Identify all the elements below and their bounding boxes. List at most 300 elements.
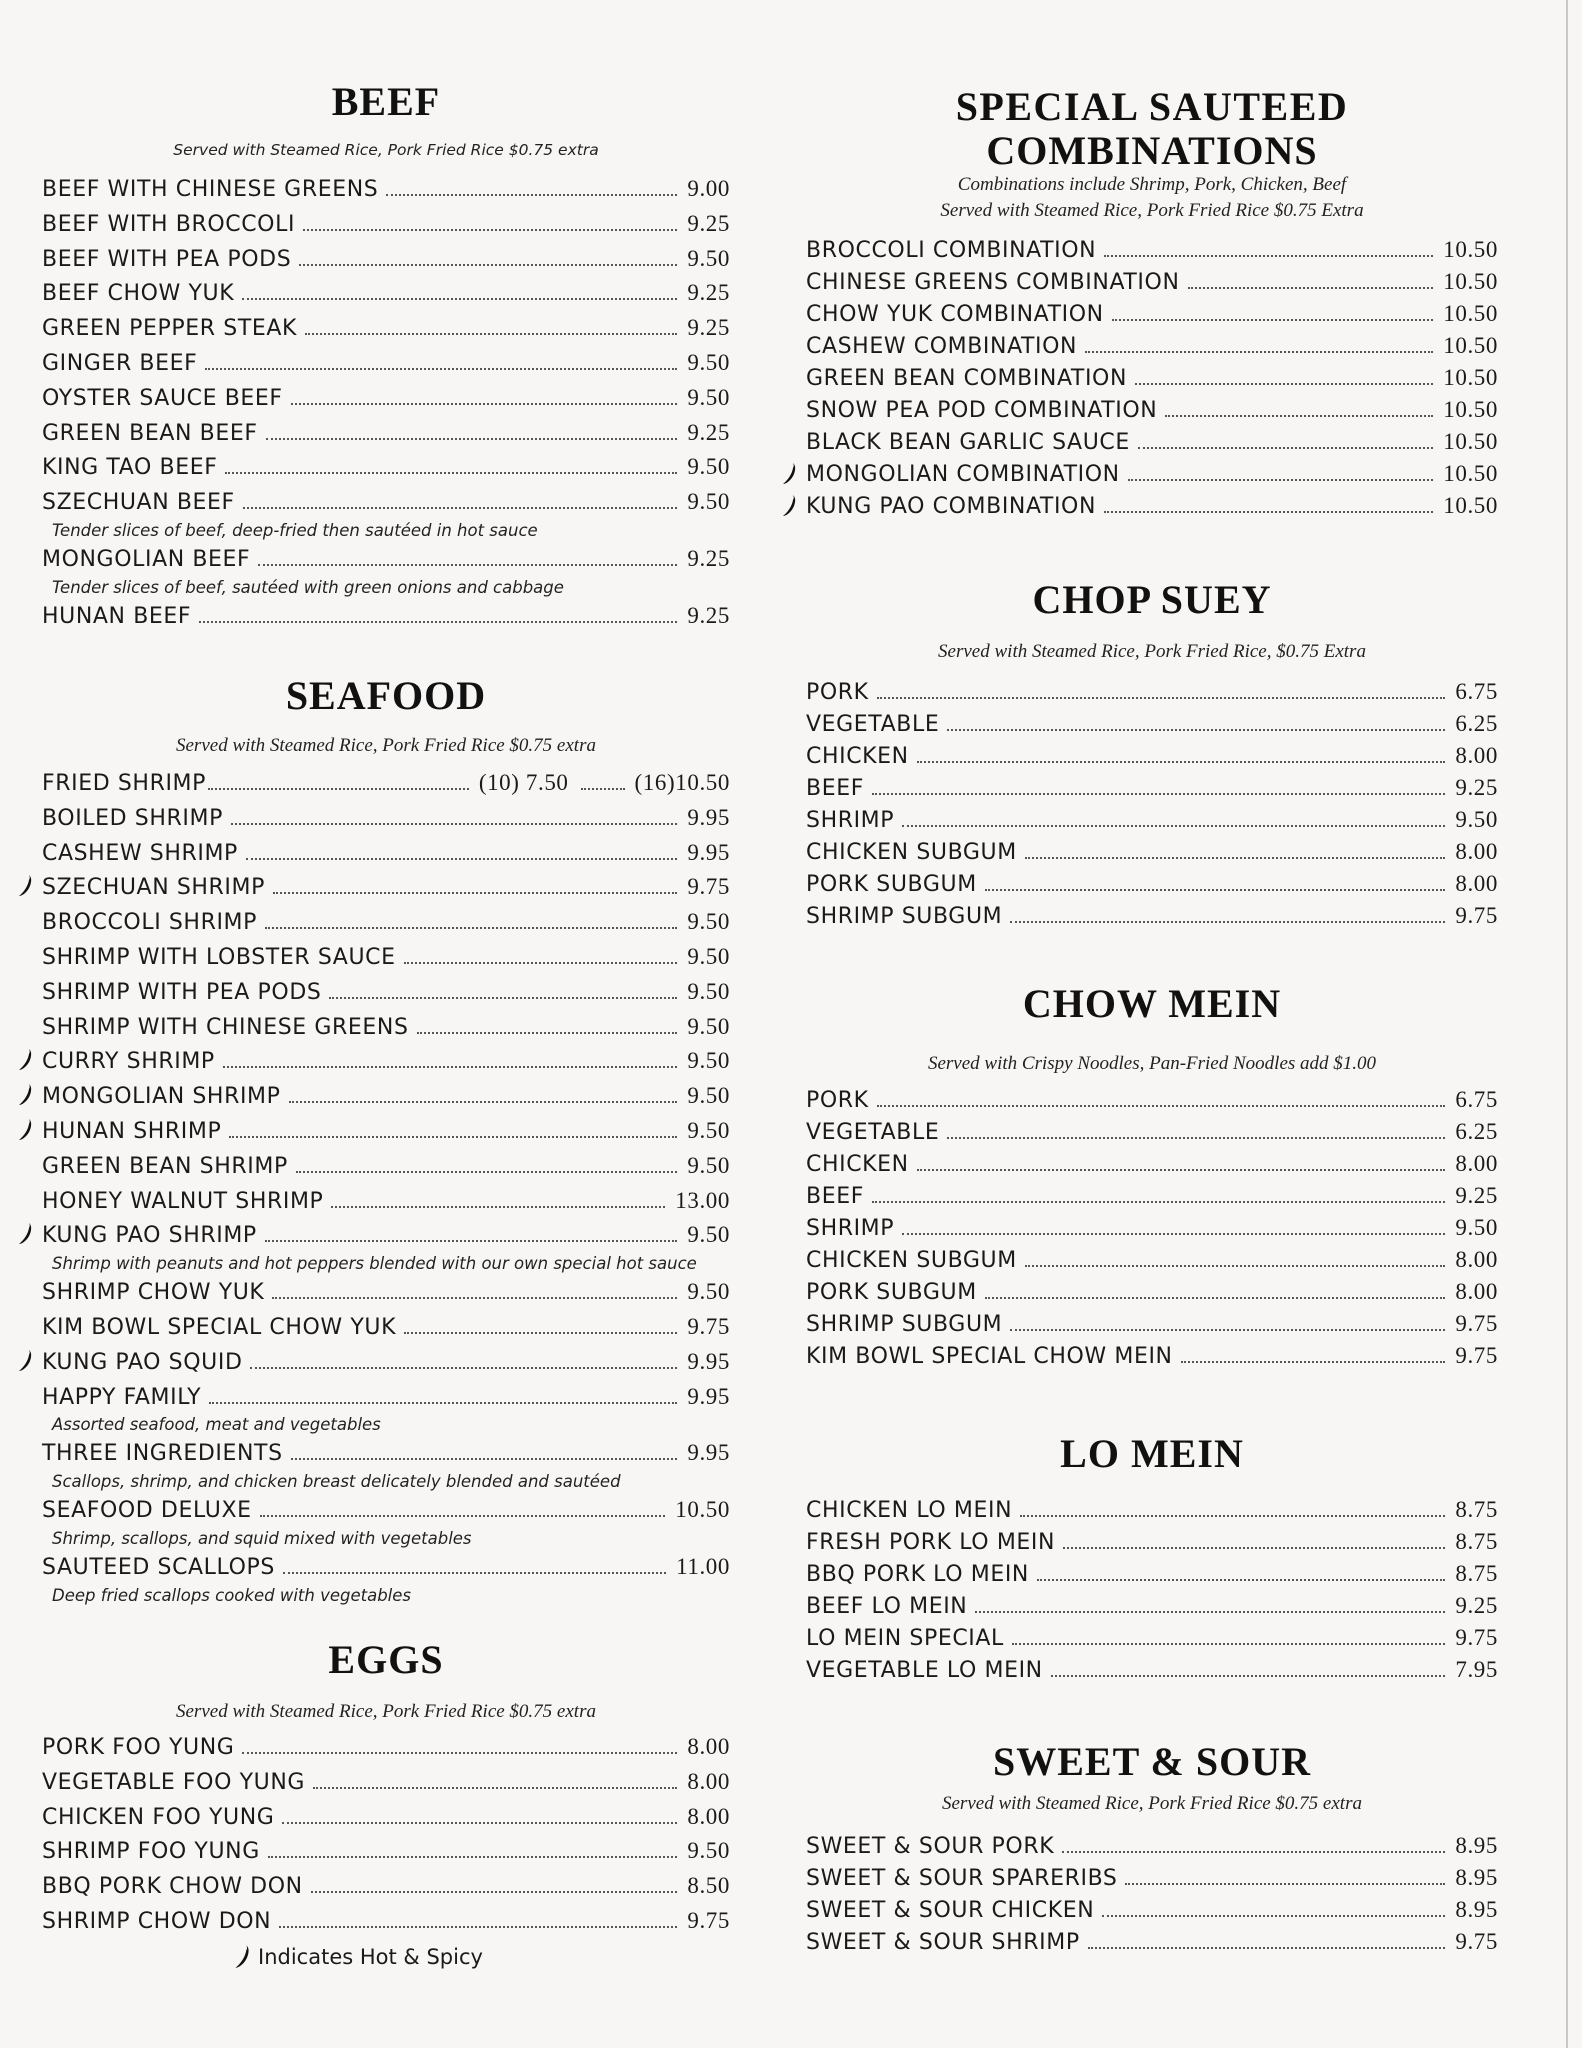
item-price: 9.50: [687, 1013, 730, 1039]
item-price: 9.95: [687, 1348, 730, 1374]
item-name: SHRIMP CHOW YUK: [42, 1280, 265, 1306]
item-name: HONEY WALNUT SHRIMP: [42, 1188, 324, 1214]
section-subtitle: Served with Steamed Rice, Pork Fried Rice $0.75 extra: [942, 1793, 1362, 1814]
item-name: KIM BOWL SPECIAL CHOW MEIN: [806, 1344, 1173, 1369]
menu-item: [42, 1184, 730, 1219]
item-price: 6.75: [1455, 1087, 1498, 1112]
leader-dots: [1012, 1643, 1445, 1645]
menu-item: [806, 1654, 1498, 1686]
item-name: GREEN BEAN BEEF: [42, 420, 258, 446]
leader-dots: [250, 1367, 677, 1369]
item-price: 9.50: [687, 1222, 730, 1248]
menu-item: [806, 1180, 1498, 1212]
item-name: SHRIMP WITH CHINESE GREENS: [42, 1014, 409, 1040]
item-price: 9.75: [1455, 1625, 1498, 1650]
item-name: SNOW PEA POD COMBINATION: [806, 398, 1158, 423]
item-name: HUNAN SHRIMP: [42, 1118, 222, 1144]
leader-dots: [947, 729, 1445, 731]
leader-dots: [404, 1332, 677, 1334]
item-price: 10.50: [1443, 429, 1498, 454]
menu-item: [806, 1084, 1498, 1116]
page-edge-divider: [1566, 0, 1568, 2048]
item-name: SHRIMP SUBGUM: [806, 904, 1003, 929]
menu-item: [42, 599, 730, 634]
leader-dots: [265, 1240, 678, 1242]
section-beef: [42, 79, 730, 634]
chili-pepper-icon: [18, 1083, 34, 1107]
leader-dots: [265, 927, 677, 929]
item-name: SWEET & SOUR PORK: [806, 1834, 1055, 1859]
menu-item: [42, 1436, 730, 1471]
item-price: 9.50: [687, 978, 730, 1004]
leader-dots: [404, 962, 678, 964]
menu-item: [806, 426, 1498, 458]
leader-dots: [902, 825, 1445, 827]
item-price: 10.50: [1443, 237, 1498, 262]
menu-item: [806, 362, 1498, 394]
item-name: KUNG PAO SQUID: [42, 1349, 243, 1375]
item-name: CHICKEN FOO YUNG: [42, 1804, 275, 1830]
menu-item: [806, 1622, 1498, 1654]
item-price: 6.25: [1455, 1119, 1498, 1144]
item-description: Shrimp with peanuts and hot peppers blended with our own special hot sauce: [52, 1254, 697, 1274]
item-name: PORK SUBGUM: [806, 1280, 977, 1305]
item-name: BROCCOLI SHRIMP: [42, 910, 258, 936]
item-price: 8.00: [687, 1803, 730, 1829]
item-name: KUNG PAO COMBINATION: [806, 494, 1097, 519]
item-name: BROCCOLI COMBINATION: [806, 238, 1097, 263]
menu-item: [42, 1079, 730, 1114]
item-description: Assorted seafood, meat and vegetables: [52, 1415, 381, 1435]
leader-dots: [1112, 319, 1434, 321]
menu-item: [42, 1149, 730, 1184]
leader-dots: [1051, 1675, 1446, 1677]
item-price: 8.00: [1455, 871, 1498, 896]
leader-dots: [223, 1066, 678, 1068]
item-price: 9.50: [1455, 1215, 1498, 1240]
menu-item: [42, 416, 730, 451]
leader-dots: [985, 889, 1446, 891]
leader-dots: [417, 1032, 678, 1034]
item-price: 9.75: [1455, 1311, 1498, 1336]
item-description: Scallops, shrimp, and chicken breast delicately blended and sautéed: [52, 1472, 621, 1492]
item-price: 8.95: [1455, 1833, 1498, 1858]
item-price: 9.25: [1455, 1593, 1498, 1618]
item-name: CASHEW COMBINATION: [806, 334, 1078, 359]
item-price: 9.95: [687, 1440, 730, 1466]
menu-item: [42, 381, 730, 416]
leader-dots: [1025, 1265, 1446, 1267]
section-title: EGGS: [328, 1637, 444, 1682]
item-price: 9.25: [687, 419, 730, 445]
item-price: 8.75: [1455, 1497, 1498, 1522]
item-name: SWEET & SOUR CHICKEN: [806, 1898, 1095, 1923]
section-title: SEAFOOD: [285, 673, 487, 718]
item-price: 7.95: [1455, 1657, 1498, 1682]
leader-dots: [282, 1822, 677, 1824]
item-name: HAPPY FAMILY: [42, 1384, 202, 1410]
leader-dots: [208, 788, 469, 790]
item-price: 9.25: [1455, 1183, 1498, 1208]
menu-item: [42, 172, 730, 207]
item-name: BOILED SHRIMP: [42, 805, 223, 831]
eggs-item-list: [42, 1730, 730, 1939]
item-name: PORK SUBGUM: [806, 872, 977, 897]
leader-dots: [975, 1611, 1445, 1613]
leader-dots: [985, 1297, 1446, 1299]
item-price: 13.00: [675, 1187, 730, 1213]
item-name: FRESH PORK LO MEIN: [806, 1530, 1056, 1555]
item-price: 8.00: [1455, 1279, 1498, 1304]
menu-item: [42, 1904, 730, 1939]
item-price: 9.25: [687, 280, 730, 306]
item-price: 9.75: [1455, 1929, 1498, 1954]
item-price: 10.50: [1443, 301, 1498, 326]
chili-pepper-icon: [18, 1349, 34, 1373]
leader-dots: [872, 793, 1445, 795]
item-name: GINGER BEEF: [42, 350, 198, 376]
leader-dots: [279, 1926, 677, 1928]
leader-dots: [242, 1752, 677, 1754]
item-name: FRIED SHRIMP: [42, 771, 206, 796]
leader-dots: [305, 333, 677, 335]
menu-item: [806, 1526, 1498, 1558]
section-title: CHOP SUEY: [1032, 577, 1272, 622]
item-name: CHINESE GREENS COMBINATION: [806, 270, 1180, 295]
menu-item: [42, 276, 730, 311]
menu-item: [806, 330, 1498, 362]
section-subtitle: Served with Steamed Rice, Pork Fried Rice $0.75 extra: [173, 141, 599, 159]
leader-dots: [1102, 1915, 1445, 1917]
leader-dots: [246, 858, 677, 860]
item-price: 9.95: [687, 839, 730, 865]
leader-dots: [303, 229, 677, 231]
leader-dots: [1135, 383, 1433, 385]
section-subtitle: Served with Steamed Rice, Pork Fried Rice, $0.75 Extra: [938, 641, 1366, 662]
item-name: CHICKEN LO MEIN: [806, 1498, 1013, 1523]
menu-item: [806, 1212, 1498, 1244]
item-price: 9.25: [687, 545, 730, 571]
item-name: SHRIMP CHOW DON: [42, 1908, 272, 1934]
chili-pepper-icon: [18, 1222, 34, 1246]
menu-item-fried-shrimp: [42, 766, 730, 801]
item-price: 10.50: [1443, 461, 1498, 486]
menu-item: [806, 676, 1498, 708]
chili-pepper-icon: [782, 462, 798, 486]
item-name: VEGETABLE LO MEIN: [806, 1658, 1043, 1683]
chow-mein-item-list: [806, 1084, 1498, 1372]
leader-dots: [1025, 857, 1446, 859]
item-name: CHICKEN: [806, 744, 909, 769]
item-name: BEEF LO MEIN: [806, 1594, 968, 1619]
menu-item: [42, 1044, 730, 1079]
leader-dots: [231, 823, 677, 825]
menu-item: [806, 1244, 1498, 1276]
item-price: 11.00: [676, 1553, 730, 1579]
leader-dots: [199, 621, 677, 623]
item-price: 9.50: [687, 349, 730, 375]
item-name: SEAFOOD DELUXE: [42, 1498, 252, 1524]
leader-dots: [205, 368, 677, 370]
item-price: 9.25: [687, 210, 730, 236]
menu-item: [42, 905, 730, 940]
item-name: BEEF CHOW YUK: [42, 281, 235, 307]
menu-item: [42, 1550, 730, 1585]
item-name: SHRIMP WITH LOBSTER SAUCE: [42, 944, 396, 970]
menu-item: [806, 1558, 1498, 1590]
item-price: 9.50: [687, 1279, 730, 1305]
item-price: 9.50: [1455, 807, 1498, 832]
menu-item: [806, 900, 1498, 932]
item-name: GREEN BEAN COMBINATION: [806, 366, 1128, 391]
item-name: VEGETABLE FOO YUNG: [42, 1769, 306, 1795]
leader-dots: [243, 507, 678, 509]
leader-dots: [266, 438, 678, 440]
leader-dots: [877, 697, 1446, 699]
menu-item: [806, 740, 1498, 772]
menu-item: [42, 1730, 730, 1765]
leader-dots: [289, 1101, 678, 1103]
item-price: 8.95: [1455, 1865, 1498, 1890]
leader-dots: [917, 1169, 1446, 1171]
leader-dots: [947, 1137, 1445, 1139]
menu-item: [806, 804, 1498, 836]
item-price: 10.50: [1443, 269, 1498, 294]
item-name: VEGETABLE: [806, 712, 940, 737]
leader-dots: [1085, 351, 1433, 353]
item-price: 9.00: [687, 176, 730, 201]
leader-dots: [296, 1171, 678, 1173]
item-name: BEEF WITH PEA PODS: [42, 246, 292, 272]
item-name: OYSTER SAUCE BEEF: [42, 385, 283, 411]
section-title: SWEET & SOUR: [992, 1739, 1311, 1784]
leader-dots: [258, 564, 677, 566]
section-seafood: [42, 673, 730, 1607]
menu-item: [806, 1830, 1498, 1862]
leader-dots: [1010, 1329, 1445, 1331]
item-name: CHICKEN SUBGUM: [806, 840, 1017, 865]
menu-item: [806, 490, 1498, 522]
section-chop-suey: [806, 577, 1498, 932]
leader-dots: [1037, 1579, 1445, 1581]
menu-item: [42, 1834, 730, 1869]
leader-dots: [283, 1572, 666, 1574]
item-name: THREE INGREDIENTS: [42, 1441, 283, 1467]
chili-pepper-icon: [18, 874, 34, 898]
item-name: SWEET & SOUR SHRIMP: [806, 1930, 1080, 1955]
item-name: CURRY SHRIMP: [42, 1049, 215, 1075]
menu-item: [806, 1116, 1498, 1148]
menu-item: [806, 1894, 1498, 1926]
item-price: 9.95: [687, 804, 730, 830]
item-name: SHRIMP: [806, 1216, 895, 1241]
leader-dots: [260, 1515, 666, 1517]
item-price: 10.50: [1443, 397, 1498, 422]
spicy-legend: [234, 1944, 483, 1970]
item-name: BEEF WITH BROCCOLI: [42, 211, 296, 237]
section-title: LO MEIN: [1060, 1431, 1244, 1476]
leader-dots: [291, 403, 678, 405]
item-name: KIM BOWL SPECIAL CHOW YUK: [42, 1314, 397, 1340]
item-name: KUNG PAO SHRIMP: [42, 1223, 257, 1249]
leader-dots: [386, 194, 677, 196]
menu-item: [806, 1276, 1498, 1308]
leader-dots: [299, 264, 677, 266]
item-price: 9.75: [687, 874, 730, 900]
menu-item: [42, 801, 730, 836]
item-price: 8.00: [687, 1734, 730, 1759]
leader-dots: [917, 761, 1446, 763]
section-subtitle: Served with Steamed Rice, Pork Fried Rice $0.75 Extra: [940, 200, 1364, 221]
menu-item: [42, 1010, 730, 1045]
menu-item: [806, 1926, 1498, 1958]
item-price: 9.50: [687, 1838, 730, 1864]
menu-item: [42, 450, 730, 485]
leader-dots: [1104, 511, 1433, 513]
menu-item: [42, 836, 730, 871]
item-name: PORK: [806, 1088, 869, 1113]
item-price: 9.50: [687, 489, 730, 515]
item-price: 9.50: [687, 1048, 730, 1074]
item-name: SZECHUAN SHRIMP: [42, 875, 265, 901]
item-name: SHRIMP FOO YUNG: [42, 1839, 260, 1865]
item-name: SHRIMP WITH PEA PODS: [42, 979, 322, 1005]
item-description: Tender slices of beef, sautéed with green onions and cabbage: [52, 577, 564, 597]
menu-item: [806, 708, 1498, 740]
lo-mein-item-list: [806, 1494, 1498, 1686]
section-subtitle: Served with Steamed Rice, Pork Fried Rice $0.75 extra: [176, 735, 596, 756]
menu-item: [42, 242, 730, 277]
item-name: HUNAN BEEF: [42, 603, 192, 629]
item-price: 8.00: [1455, 743, 1498, 768]
section-chow-mein: [806, 981, 1498, 1372]
item-price: 9.75: [1455, 903, 1498, 928]
item-price: 8.95: [1455, 1897, 1498, 1922]
section-title-line2: COMBINATIONS: [986, 128, 1318, 173]
item-description: Deep fried scallops cooked with vegetables: [52, 1585, 411, 1605]
seafood-item-list: [42, 801, 730, 1607]
menu-item: [806, 458, 1498, 490]
menu-item: [806, 266, 1498, 298]
item-price: 8.00: [1455, 839, 1498, 864]
item-price: 10.50: [1443, 493, 1498, 518]
item-name: SHRIMP SUBGUM: [806, 1312, 1003, 1337]
leader-dots: [225, 472, 677, 474]
item-name: KING TAO BEEF: [42, 455, 218, 481]
leader-dots: [877, 1105, 1446, 1107]
menu-item: [806, 868, 1498, 900]
section-title-line1: SPECIAL SAUTEED: [955, 84, 1349, 129]
item-price: 6.75: [1455, 679, 1498, 704]
menu-item: [806, 1862, 1498, 1894]
item-price: 9.95: [687, 1383, 730, 1409]
menu-item: [806, 836, 1498, 868]
item-name: BEEF: [806, 776, 864, 801]
item-name: BBQ PORK LO MEIN: [806, 1562, 1029, 1587]
item-name: CHICKEN SUBGUM: [806, 1248, 1017, 1273]
leader-dots: [273, 892, 677, 894]
menu-item: [42, 311, 730, 346]
section-subtitle: Served with Steamed Rice, Pork Fried Rice $0.75 extra: [176, 1701, 596, 1722]
item-price: 8.00: [1455, 1151, 1498, 1176]
menu-item: [42, 1310, 730, 1345]
item-name: GREEN PEPPER STEAK: [42, 316, 298, 342]
leader-dots: [1188, 287, 1434, 289]
leader-dots: [329, 997, 677, 999]
item-price: 9.75: [1455, 1343, 1498, 1368]
leader-dots: [272, 1297, 677, 1299]
item-name: MONGOLIAN SHRIMP: [42, 1084, 281, 1110]
menu-item: [806, 1340, 1498, 1372]
item-price: 8.00: [687, 1768, 730, 1794]
menu-item: [42, 1275, 730, 1310]
legend-text: Indicates Hot & Spicy: [258, 1945, 483, 1969]
leader-dots: [229, 1136, 677, 1138]
item-price: 6.25: [1455, 711, 1498, 736]
leader-dots: [872, 1201, 1445, 1203]
menu-item: [42, 1800, 730, 1835]
item-price: 9.75: [687, 1313, 730, 1339]
section-title: BEEF: [331, 79, 441, 124]
menu-item: [806, 298, 1498, 330]
item-price: 8.50: [687, 1873, 730, 1899]
item-name: CHOW YUK COMBINATION: [806, 302, 1104, 327]
menu-item: [42, 1765, 730, 1800]
item-price: 9.50: [687, 1152, 730, 1178]
item-name: CHICKEN: [806, 1152, 909, 1177]
menu-item: [806, 234, 1498, 266]
leader-dots: [902, 1233, 1445, 1235]
item-price: 9.50: [687, 245, 730, 271]
item-price: 10.50: [1443, 333, 1498, 358]
sweet-sour-item-list: [806, 1830, 1498, 1958]
menu-item: [42, 1380, 730, 1415]
leader-dots: [313, 1787, 677, 1789]
menu-item: [806, 772, 1498, 804]
item-name: SZECHUAN BEEF: [42, 490, 235, 516]
item-name: LO MEIN SPECIAL: [806, 1626, 1004, 1651]
menu-item: [806, 1494, 1498, 1526]
menu-item: [806, 1590, 1498, 1622]
item-price: 9.50: [687, 1083, 730, 1109]
item-description: Tender slices of beef, deep-fried then sautéed in hot sauce: [52, 520, 538, 540]
leader-dots: [581, 788, 625, 790]
menu-item: [42, 346, 730, 381]
item-description: Shrimp, scallops, and squid mixed with vegetables: [52, 1528, 472, 1548]
item-price: 9.50: [687, 1117, 730, 1143]
menu-item: [42, 207, 730, 242]
item-price: 8.00: [1455, 1247, 1498, 1272]
leader-dots: [1088, 1947, 1446, 1949]
menu-item: [42, 1345, 730, 1380]
item-name: BEEF: [806, 1184, 864, 1209]
leader-dots: [291, 1458, 678, 1460]
section-subtitle: Combinations include Shrimp, Pork, Chicken, Beef: [957, 174, 1347, 195]
leader-dots: [1010, 921, 1445, 923]
item-name: MONGOLIAN BEEF: [42, 546, 251, 572]
item-price-small: (10) 7.50: [478, 770, 569, 795]
chili-pepper-icon: [234, 1944, 252, 1970]
item-price: 9.50: [687, 943, 730, 969]
item-price: 9.25: [687, 315, 730, 341]
menu-item: [42, 485, 730, 520]
leader-dots: [209, 1402, 677, 1404]
leader-dots: [1104, 255, 1433, 257]
chili-pepper-icon: [18, 1118, 34, 1142]
item-price: 9.50: [687, 454, 730, 480]
leader-dots: [1165, 415, 1433, 417]
leader-dots: [1063, 1547, 1445, 1549]
